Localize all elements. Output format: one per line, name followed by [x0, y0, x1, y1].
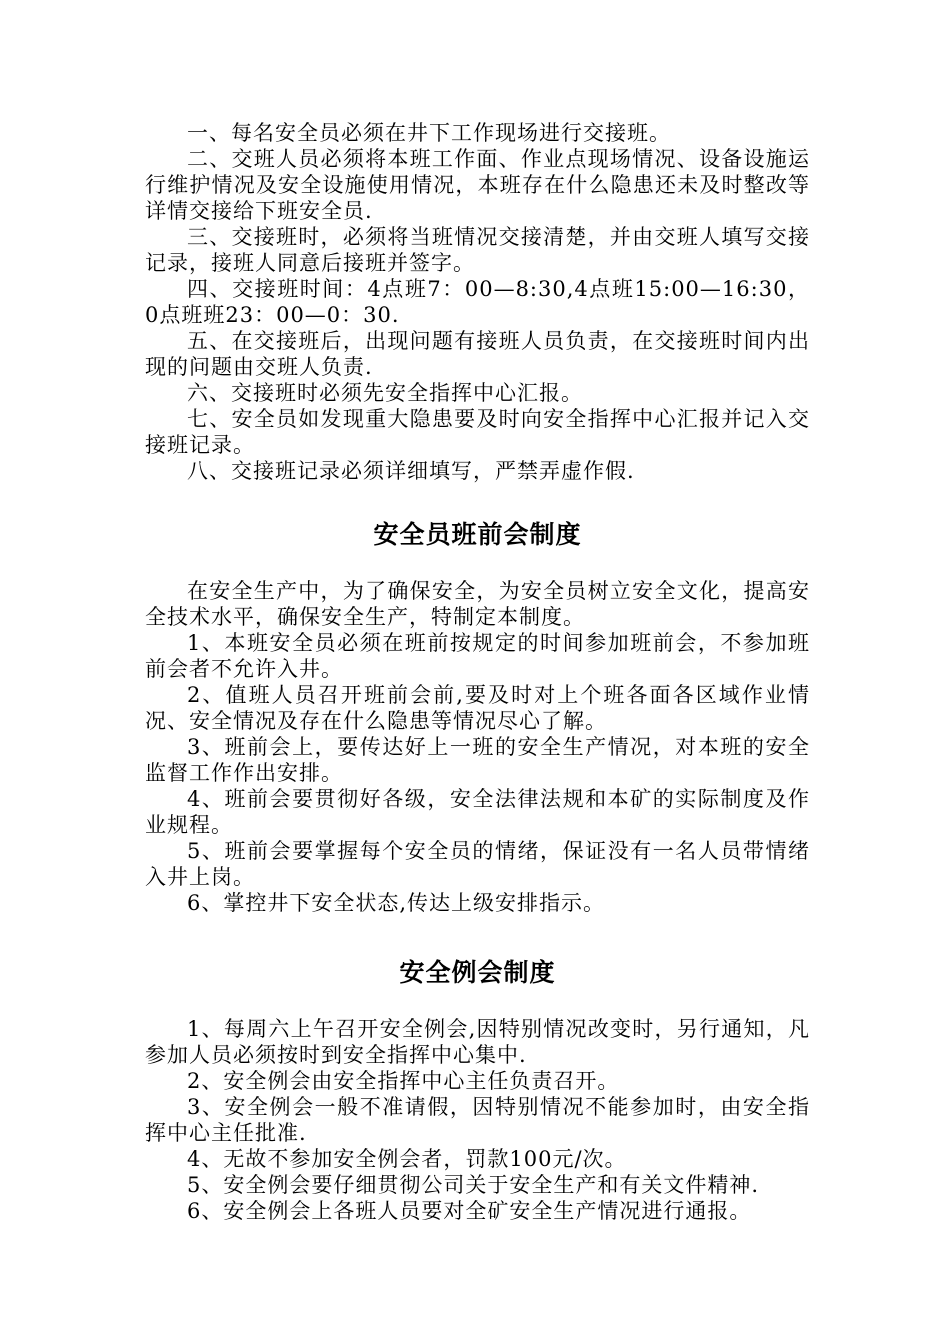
paragraph: 5、班前会要掌握每个安全员的情绪，保证没有一名人员带情绪入井上岗。 — [145, 839, 810, 889]
paragraph: 1、本班安全员必须在班前按规定的时间参加班前会，不参加班前会者不允许入井。 — [145, 631, 810, 681]
section-title-safety-meeting: 安全例会制度 — [399, 958, 556, 987]
document-body — [145, 120, 810, 1224]
section-title-pre-shift-meeting: 安全员班前会制度 — [373, 520, 582, 549]
paragraph: 3、班前会上，要传达好上一班的安全生产情况，对本班的安全监督工作作出安排。 — [145, 735, 810, 785]
paragraph: 6、掌控井下安全状态,传达上级安排指示。 — [187, 891, 606, 915]
paragraph: 1、每周六上午召开安全例会,因特别情况改变时，另行通知，凡参加人员必须按时到安全指挥中心集中. — [145, 1017, 810, 1067]
section-safety-meeting — [145, 1016, 810, 1224]
paragraph: 二、交班人员必须将本班工作面、作业点现场情况、设备设施运行维护情况及安全设施使用情况，本班存在什么隐患还未及时整改等详情交接给下班安全员. — [145, 147, 810, 223]
paragraph: 2、安全例会由安全指挥中心主任负责召开。 — [187, 1069, 620, 1093]
section-handover-rules — [145, 120, 810, 484]
paragraph: 3、安全例会一般不准请假，因特别情况不能参加时，由安全指挥中心主任批准. — [145, 1095, 810, 1145]
paragraph: 5、安全例会要仔细贯彻公司关于安全生产和有关文件精神. — [187, 1173, 760, 1197]
section-pre-shift-meeting — [145, 578, 810, 916]
paragraph: 八、交接班记录必须详细填写，严禁弄虚作假. — [187, 459, 635, 483]
paragraph: 2、值班人员召开班前会前,要及时对上个班各面各区域作业情况、安全情况及存在什么隐患等情况尽心了解。 — [145, 683, 810, 733]
paragraph: 4、班前会要贯彻好各级，安全法律法规和本矿的实际制度及作业规程。 — [145, 787, 810, 837]
paragraph: 四、交接班时间：4点班7：00—8:30,4点班15:00—16:30，0点班班23：00—0：30. — [145, 277, 810, 327]
paragraph: 6、安全例会上各班人员要对全矿安全生产情况进行通报。 — [187, 1199, 752, 1223]
paragraph: 七、安全员如发现重大隐患要及时向安全指挥中心汇报并记入交接班记录。 — [145, 407, 810, 457]
paragraph: 五、在交接班后，出现问题有接班人员负责，在交接班时间内出现的问题由交班人负责. — [145, 329, 810, 379]
paragraph: 三、交接班时，必须将当班情况交接清楚，并由交班人填写交接记录，接班人同意后接班并签字。 — [145, 225, 810, 275]
paragraph: 4、无故不参加安全例会者，罚款100元/次。 — [187, 1147, 627, 1171]
paragraph: 六、交接班时必须先安全指挥中心汇报。 — [187, 381, 583, 405]
paragraph: 一、每名安全员必须在井下工作现场进行交接班。 — [187, 121, 671, 145]
paragraph: 在安全生产中，为了确保安全，为安全员树立安全文化，提高安全技术水平，确保安全生产，特制定本制度。 — [145, 579, 810, 629]
